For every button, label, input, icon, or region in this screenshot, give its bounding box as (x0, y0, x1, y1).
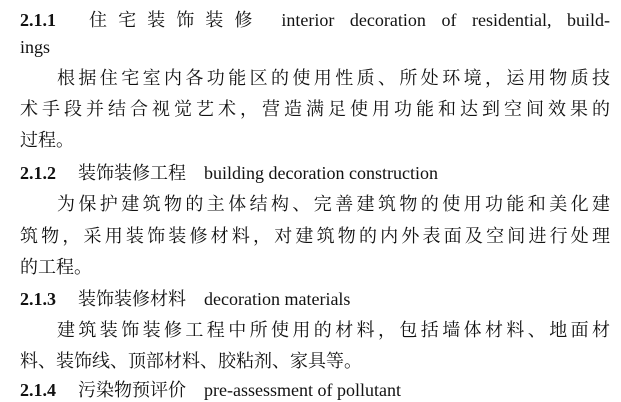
definition-line: 根据住宅室内各功能区的使用性质、所处环境，运用物质技 (57, 68, 610, 89)
entry-2-1-3-heading (20, 287, 610, 311)
term-chinese: 装饰装修工程 (78, 163, 186, 184)
entry-2-1-4-heading (20, 378, 610, 402)
definition-line: 筑物，采用装饰装修材料，对建筑物的内外表面及空间进行处理 (20, 226, 610, 247)
term-english: decoration materials (204, 289, 351, 309)
term-english: building decoration construction (204, 163, 438, 183)
term-english-continued: ings (20, 37, 51, 57)
entry-2-1-1-english-continuation (20, 35, 610, 59)
term-chinese: 装饰装修材料 (78, 289, 186, 310)
definition-line: 的工程。 (20, 257, 92, 278)
definition-line: 术手段并结合视觉艺术，营造满足使用功能和达到空间效果的 (20, 99, 610, 120)
entry-2-1-2-heading (20, 161, 610, 185)
clause-number: 2.1.3 (20, 289, 56, 309)
definition-line: 过程。 (20, 130, 74, 151)
definition-line: 料、装饰线、顶部材料、胶粘剂、家具等。 (20, 351, 362, 372)
entry-2-1-1-heading (20, 8, 610, 32)
clause-number: 2.1.1 (20, 10, 56, 30)
term-english: interior decoration of residential, build- (281, 10, 610, 30)
definition-line: 为保护建筑物的主体结构、完善建筑物的使用功能和美化建 (57, 194, 610, 215)
term-english: pre-assessment of pollutant (204, 380, 401, 400)
term-chinese: 住宅装饰装修 (78, 10, 264, 31)
clause-number: 2.1.2 (20, 163, 56, 183)
clause-number: 2.1.4 (20, 380, 56, 400)
term-chinese: 污染物预评价 (78, 380, 186, 401)
definition-line: 建筑装饰装修工程中所使用的材料，包括墙体材料、地面材 (57, 320, 610, 341)
